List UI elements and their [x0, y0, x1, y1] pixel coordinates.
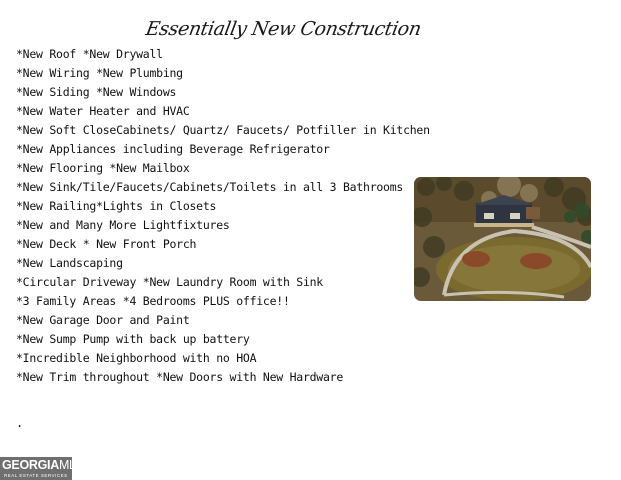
feature-item: *New Landscaping — [16, 256, 123, 270]
logo-brand-bold: GEORGIA — [2, 458, 59, 472]
feature-item: *New Roof *New Drywall — [16, 47, 163, 61]
logo-subtitle: REAL ESTATE SERVICES — [4, 473, 68, 478]
feature-item: *New and Many More Lightfixtures — [16, 218, 230, 232]
feature-item: *New Trim throughout *New Doors with New Hardware — [16, 370, 344, 384]
feature-item: *New Deck * New Front Porch — [16, 237, 197, 251]
feature-item: *New Sump Pump with back up battery — [16, 332, 250, 346]
page-title: Essentially New Construction — [144, 18, 423, 40]
feature-list — [16, 45, 430, 387]
feature-item: *Incredible Neighborhood with no HOA — [16, 351, 257, 365]
feature-item: *New Water Heater and HVAC — [16, 104, 190, 118]
logo-brand — [2, 458, 84, 472]
feature-item: *New Garage Door and Paint — [16, 313, 190, 327]
georgia-mls-logo — [0, 457, 84, 480]
feature-item: *New Siding *New Windows — [16, 85, 177, 99]
aerial-photo-graphic — [414, 177, 591, 301]
feature-item: *Circular Driveway *New Laundry Room with Sink — [16, 275, 323, 289]
feature-item: *New Railing*Lights in Closets — [16, 199, 217, 213]
aerial-house-photo — [414, 177, 591, 301]
feature-item: *New Wiring *New Plumbing — [16, 66, 183, 80]
feature-item: *New Appliances including Beverage Refrigerator — [16, 142, 330, 156]
trailing-mark: . — [16, 416, 24, 430]
feature-item: *New Flooring *New Mailbox — [16, 161, 190, 175]
logo-brand-thin: MLS — [58, 458, 84, 472]
feature-item: *3 Family Areas *4 Bedrooms PLUS office!! — [16, 294, 290, 308]
feature-item: *New Soft CloseCabinets/ Quartz/ Faucets/ Potfiller in Kitchen — [16, 123, 430, 137]
feature-item: *New Sink/Tile/Faucets/Cabinets/Toilets in all 3 Bathrooms — [16, 180, 404, 194]
